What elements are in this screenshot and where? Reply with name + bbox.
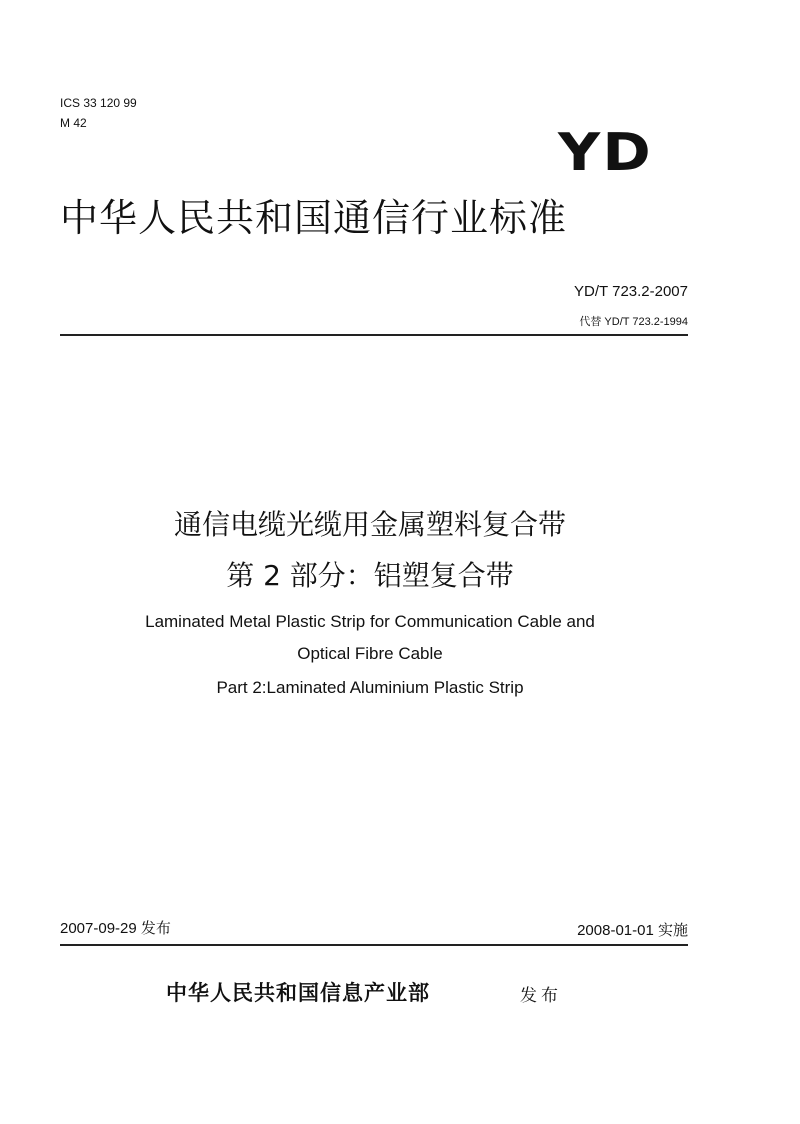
- classification-codes: [60, 93, 137, 133]
- issuing-verb: 发布: [520, 986, 562, 1006]
- ccs-code: M 42: [60, 116, 87, 130]
- document-title-en-line3: Part 2:Laminated Aluminium Plastic Strip: [216, 678, 524, 697]
- ics-code: ICS 33 120 99: [60, 96, 137, 110]
- standard-number: YD/T 723.2-2007: [574, 283, 688, 300]
- footer-divider: [60, 944, 688, 946]
- replaces-standard: 代替 YD/T 723.2-1994: [579, 316, 688, 328]
- issue-date: 2007-09-29 发布: [60, 920, 171, 937]
- document-title-en-line1: Laminated Metal Plastic Strip for Communication Cable and: [145, 612, 595, 631]
- header-divider: [60, 334, 688, 336]
- document-title-cn-line2: 第 2 部分：铝塑复合带: [226, 559, 514, 592]
- document-title-cn-line1: 通信电缆光缆用金属塑料复合带: [173, 508, 566, 541]
- standard-category-title: 中华人民共和国通信行业标准: [60, 196, 568, 240]
- yd-logo: YD: [558, 123, 654, 183]
- implementation-date: 2008-01-01 实施: [577, 922, 688, 939]
- issuing-authority: 中华人民共和国信息产业部: [166, 980, 430, 1005]
- document-title-en-line2: Optical Fibre Cable: [297, 644, 443, 663]
